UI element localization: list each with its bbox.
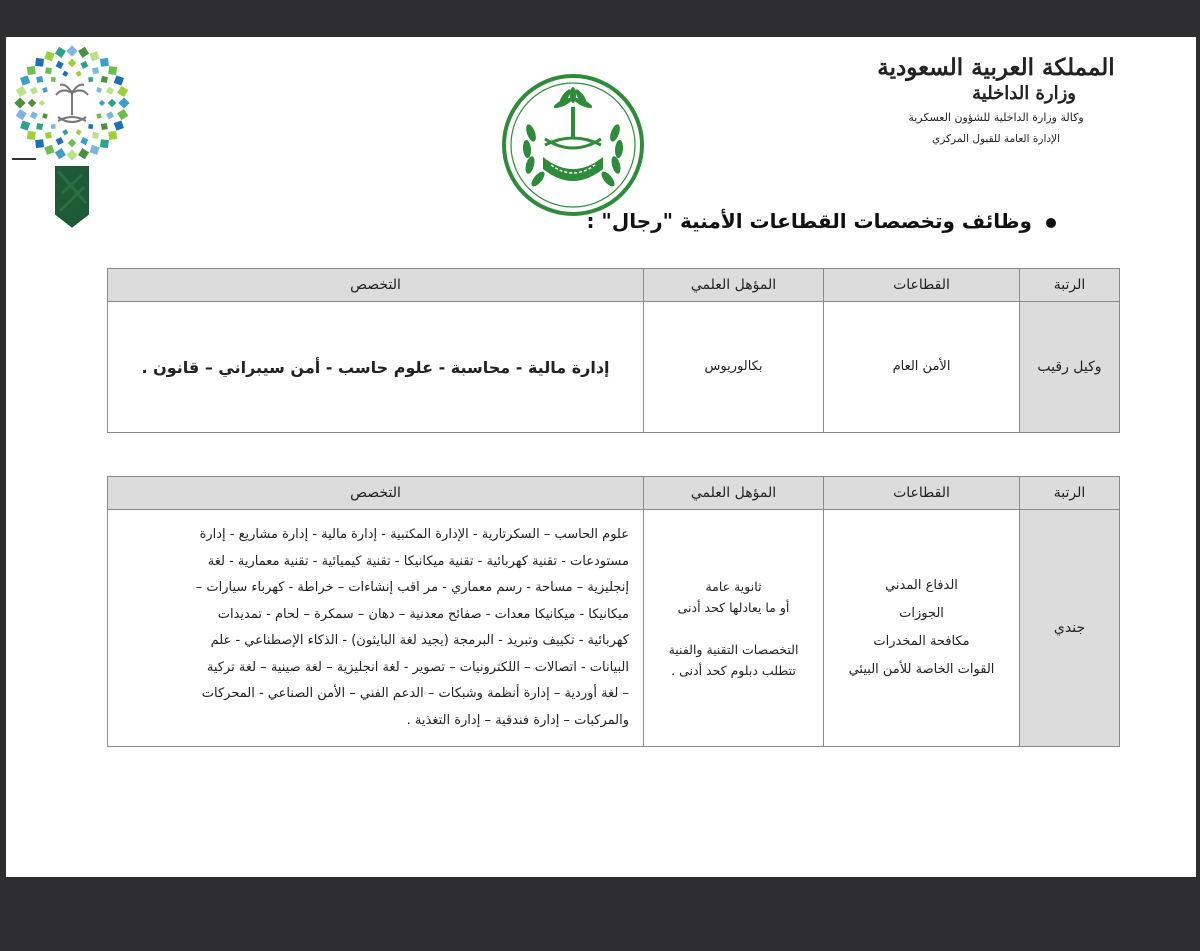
sector-item: الجوزات xyxy=(899,606,944,621)
specialization-cell: إدارة مالية - محاسبة - علوم حاسب - أمن سيبراني – قانون . xyxy=(108,302,644,433)
specialization-line: علوم الحاسب – السكرتارية - الإدارة المكتبية - إدارة مالية - إدارة مشاريع - إدارة xyxy=(199,527,629,542)
agency-name: وكالة وزارة الداخلية للشؤون العسكرية xyxy=(908,111,1084,124)
sector-item: الدفاع المدني xyxy=(885,578,958,593)
qualification-cell: بكالوريوس xyxy=(644,302,824,433)
qualification-cell xyxy=(644,510,824,747)
specialization-line: مستودعات - تقنية كهربائية - تقنية ميكانيكا - تقنية كيميائية - تقنية معمارية - لغة xyxy=(207,553,629,569)
bullet-icon xyxy=(1046,218,1056,228)
letterhead xyxy=(866,53,1126,147)
document-page xyxy=(6,37,1196,877)
header-specialization: التخصص xyxy=(108,477,644,510)
green-badge-icon xyxy=(52,163,92,231)
header-qualification: المؤهل العلمي xyxy=(644,269,824,302)
header-sectors: القطاعات xyxy=(824,269,1020,302)
table-header-row xyxy=(108,269,1120,302)
sector-item: القوات الخاصة للأمن البيئي xyxy=(848,662,995,677)
vision-2030-logo xyxy=(12,43,132,163)
jobs-table-soldier xyxy=(107,476,1120,747)
divider-line xyxy=(12,158,36,160)
specialization-line: كهربائية - تكييف وتبريد - البرمجة (يجيد لغة البايثون) - الذكاء الإصطناعي - علم xyxy=(210,633,629,648)
specialization-line: – لغة أوردية – إدارة أنظمة وشبكات – الدعم الفني – الأمن الصناعي - المحركات xyxy=(201,686,629,701)
header-sectors: القطاعات xyxy=(824,477,1020,510)
rank-cell: جندي xyxy=(1020,510,1120,747)
specialization-line: ميكانيكا - ميكانيكا معدات - صفائح معدنية – دهان – سمكرة – لحام - تمديدات xyxy=(217,606,629,622)
qualification-line: أو ما يعادلها كحد أدنى xyxy=(677,599,790,615)
qualification-line: التخصصات التقنية والفنية xyxy=(668,641,799,657)
header-rank: الرتبة xyxy=(1020,477,1120,510)
qualification-line: تتطلب دبلوم كحد أدنى . xyxy=(671,662,796,678)
kingdom-name: المملكة العربية السعودية xyxy=(877,54,1115,81)
specialization-line: والمركبات – إدارة فندقية – إدارة التغذية . xyxy=(406,712,629,728)
qualification-line: ثانوية عامة xyxy=(705,578,762,594)
header-specialization: التخصص xyxy=(108,269,644,302)
table-header-row xyxy=(108,477,1120,510)
sector-cell: الأمن العام xyxy=(824,302,1020,433)
rank-cell: وكيل رقيب xyxy=(1020,302,1120,433)
section-heading xyxy=(586,209,1056,233)
heading-text: وظائف وتخصصات القطاعات الأمنية "رجال" : xyxy=(586,209,1032,233)
specialization-line: إنجليزية – مساحة - رسم معماري - مر اقب إنشاءات – خراطة - كهرباء سيارات – xyxy=(195,580,629,595)
table-row xyxy=(108,510,1120,747)
ministry-emblem-icon xyxy=(501,73,645,217)
jobs-table-sergeant xyxy=(107,268,1120,433)
ministry-name: وزارة الداخلية xyxy=(972,83,1076,104)
specialization-line: البيانات - اتصالات – اللكترونيات – تصوير - لغة انجليزية – لغة صينية – لغة تركية xyxy=(206,659,629,675)
header-qualification: المؤهل العلمي xyxy=(644,477,824,510)
sector-item: مكافحة المخدرات xyxy=(873,634,970,649)
table-row xyxy=(108,302,1120,433)
sectors-cell xyxy=(824,510,1020,747)
header-rank: الرتبة xyxy=(1020,269,1120,302)
specialization-cell xyxy=(108,510,644,747)
administration-name: الإدارة العامة للقبول المركزي xyxy=(932,133,1060,145)
